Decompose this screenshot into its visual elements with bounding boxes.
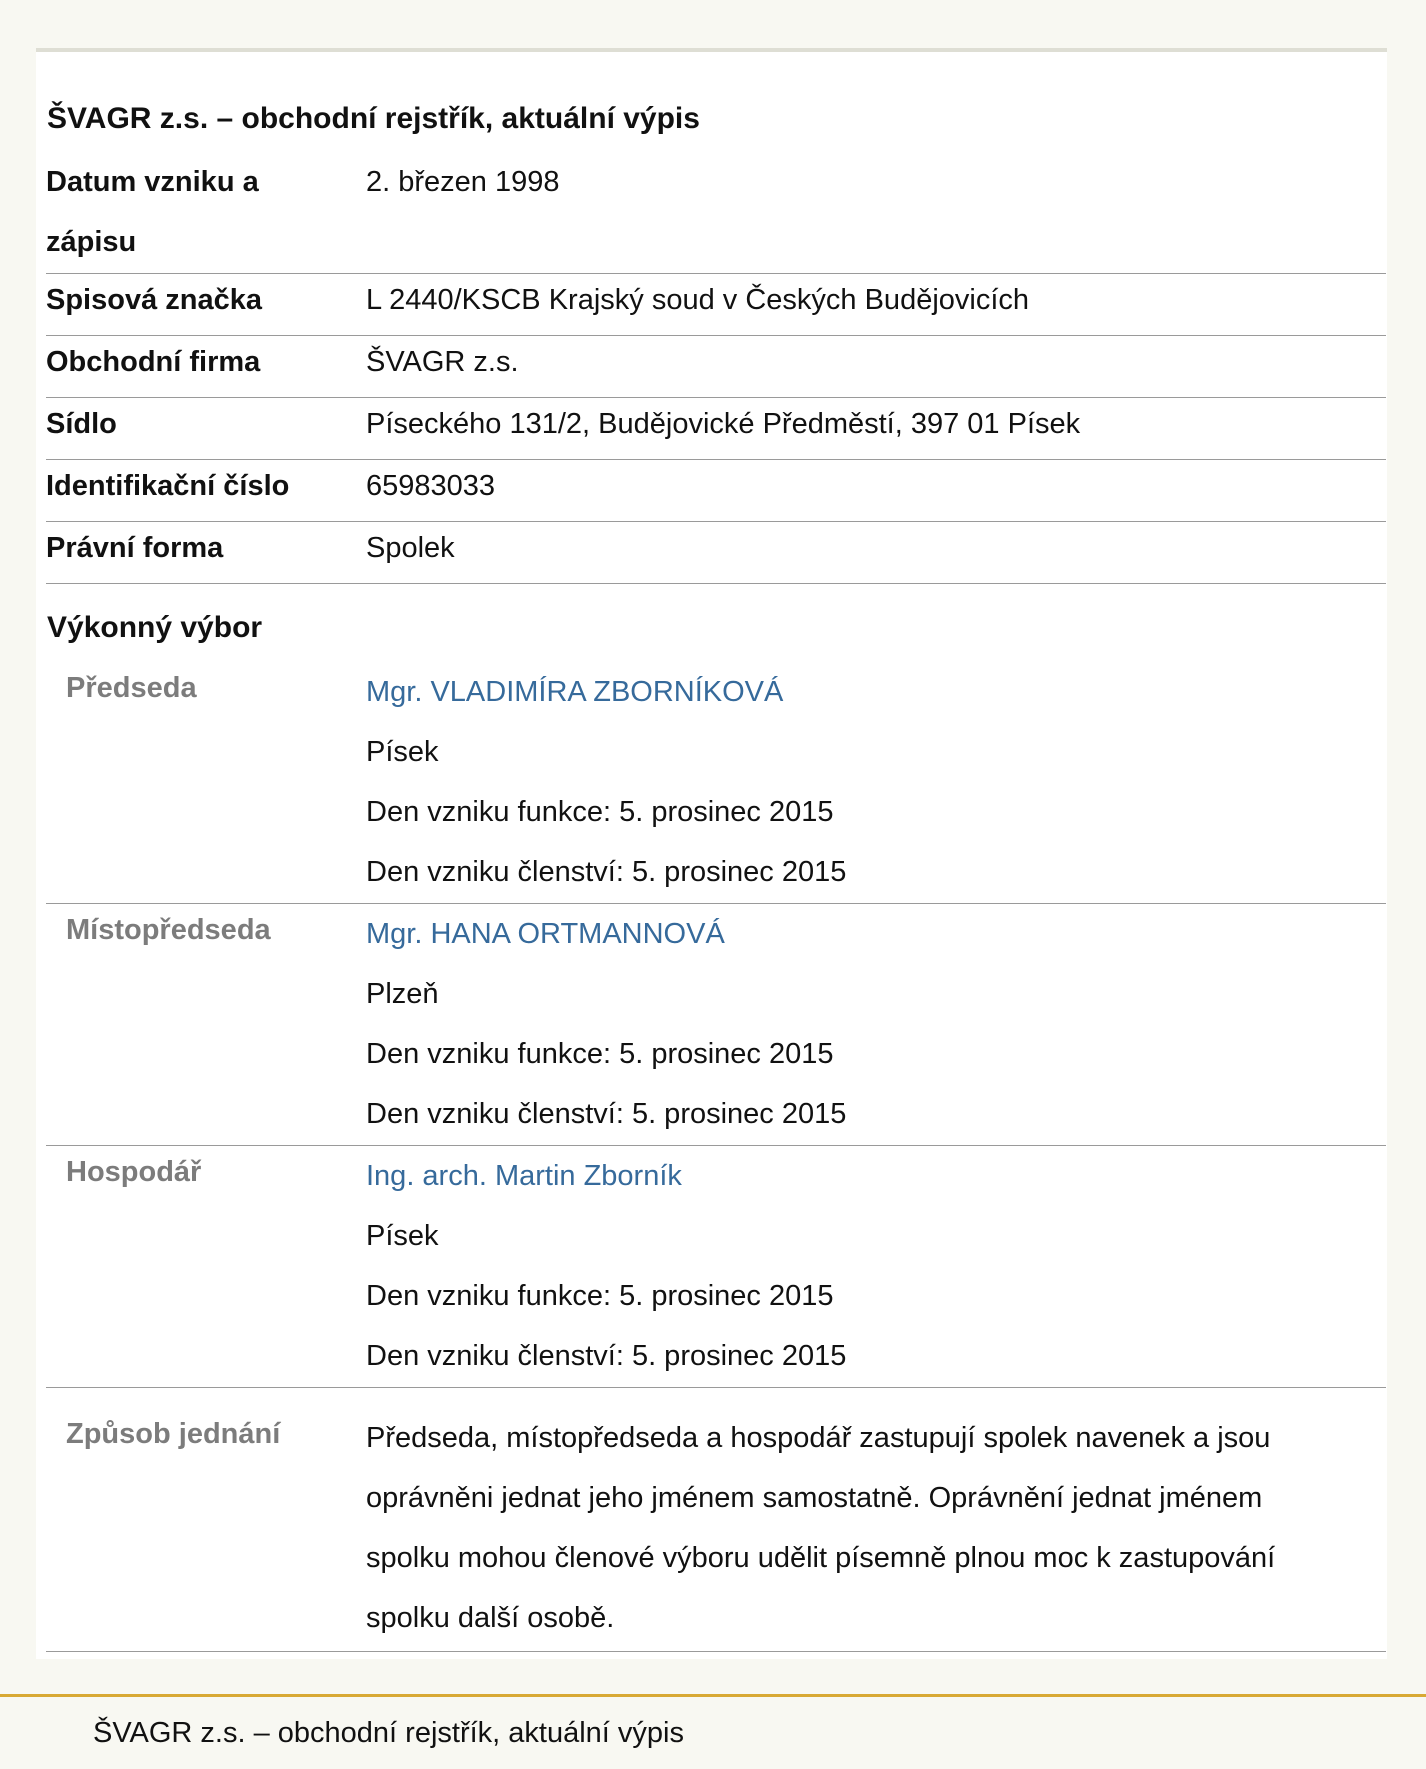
row-datum-vzniku <box>46 156 1386 274</box>
row-sidlo <box>46 398 1386 460</box>
page-title: ŠVAGR z.s. – obchodní rejstřík, aktuální výpis <box>47 102 700 135</box>
acting-row <box>46 1408 1386 1652</box>
row-label: Identifikační číslo <box>46 470 290 502</box>
member-row-predseda <box>46 662 1386 904</box>
member-membership-date: Den vzniku členství: 5. prosinec 2015 <box>366 856 847 888</box>
acting-text: Předseda, místopředseda a hospodář zastupují spolek navenek a jsou oprávněni jednat jeho jménem samostatně. Oprávnění jednat jménem spolku mohou členové výboru udělit písemně plnou moc k zastupování spolku další osobě. <box>366 1422 1276 1634</box>
committee-title: Výkonný výbor <box>47 611 263 644</box>
member-role: Předseda <box>66 672 197 704</box>
row-value: L 2440/KSCB Krajský soud v Českých Budějovicích <box>366 284 1030 316</box>
row-label: Datum vzniku a zápisu <box>46 166 259 258</box>
row-ico <box>46 460 1386 522</box>
member-membership-date: Den vzniku členství: 5. prosinec 2015 <box>366 1098 847 1130</box>
row-label: Spisová značka <box>46 284 262 316</box>
member-city: Písek <box>366 1220 439 1252</box>
member-city: Plzeň <box>366 978 439 1010</box>
member-function-date: Den vzniku funkce: 5. prosinec 2015 <box>366 796 834 828</box>
member-name-link[interactable]: Mgr. VLADIMÍRA ZBORNÍKOVÁ <box>366 676 784 708</box>
row-spisova-znacka <box>46 274 1386 336</box>
member-role: Hospodář <box>66 1156 202 1188</box>
row-value: 65983033 <box>366 470 496 502</box>
row-value: ŠVAGR z.s. <box>366 346 519 378</box>
row-value: Píseckého 131/2, Budějovické Předměstí, 397 01 Písek <box>366 408 1081 440</box>
member-membership-date: Den vzniku členství: 5. prosinec 2015 <box>366 1340 847 1372</box>
member-city: Písek <box>366 736 439 768</box>
member-function-date: Den vzniku funkce: 5. prosinec 2015 <box>366 1280 834 1312</box>
row-label: Sídlo <box>46 408 117 440</box>
row-obchodni-firma <box>46 336 1386 398</box>
footer <box>0 1694 1426 1769</box>
row-value: Spolek <box>366 532 455 564</box>
member-function-date: Den vzniku funkce: 5. prosinec 2015 <box>366 1038 834 1070</box>
row-label: Obchodní firma <box>46 346 261 378</box>
row-label: Právní forma <box>46 532 224 564</box>
footer-title: ŠVAGR z.s. – obchodní rejstřík, aktuální výpis <box>93 1717 684 1749</box>
member-row-hospodar <box>46 1146 1386 1388</box>
acting-label: Způsob jednání <box>66 1418 281 1450</box>
member-name-link[interactable]: Ing. arch. Martin Zborník <box>366 1160 682 1192</box>
row-value: 2. březen 1998 <box>366 166 560 198</box>
member-name-link[interactable]: Mgr. HANA ORTMANNOVÁ <box>366 918 725 950</box>
member-role: Místopředseda <box>66 914 271 946</box>
row-pravni-forma <box>46 522 1386 584</box>
member-row-mistopredseda <box>46 904 1386 1146</box>
